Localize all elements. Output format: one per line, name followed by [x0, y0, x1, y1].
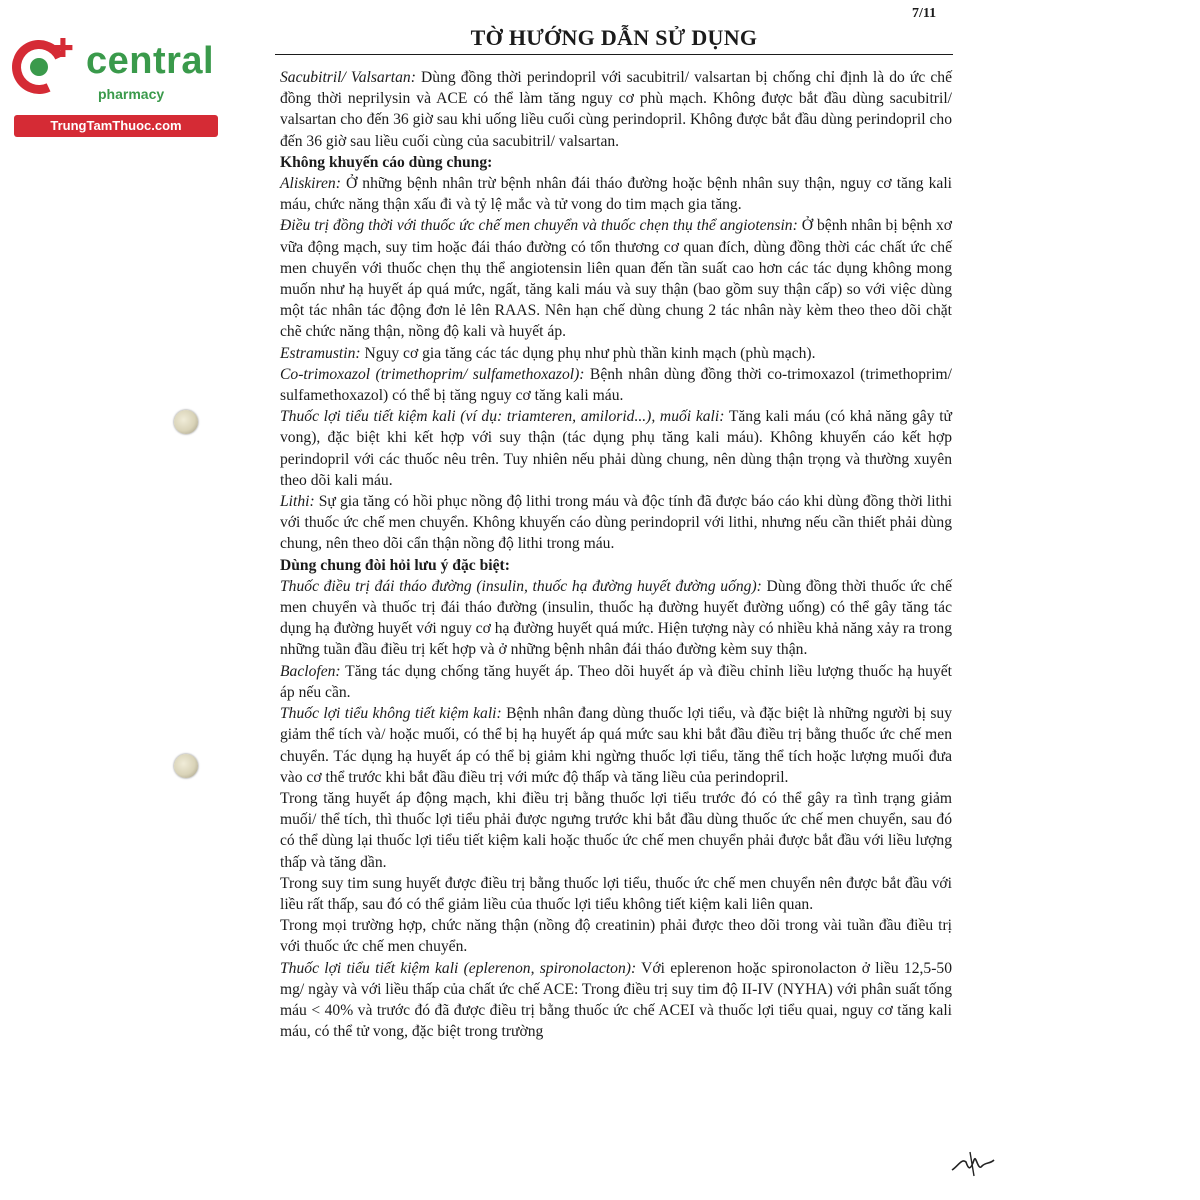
drug-name: Thuốc lợi tiểu không tiết kiệm kali:	[280, 705, 502, 723]
paragraph	[280, 215, 952, 342]
drug-name: Aliskiren:	[280, 175, 341, 193]
central-pharmacy-logo	[8, 34, 223, 138]
paragraph	[280, 576, 952, 661]
paragraph	[280, 958, 952, 1043]
paragraph: Trong mọi trường hợp, chức năng thận (nồng độ creatinin) phải được theo dõi trong vài tuần đầu điều trị với thuốc ức chế men chuyển.	[280, 917, 952, 956]
section-heading: Dùng chung đòi hỏi lưu ý đặc biệt:	[280, 556, 510, 574]
section-heading: Không khuyến cáo dùng chung:	[280, 153, 493, 171]
logo-name: central	[86, 40, 215, 82]
logo-subtitle: pharmacy	[98, 86, 165, 102]
paragraph-text: Ở những bệnh nhân trừ bệnh nhân đái tháo đường hoặc bệnh nhân suy thận, nguy cơ tăng kali máu, chức năng thận xấu đi và tỷ lệ mắc và tử vong do tim mạch gia tăng.	[280, 175, 952, 214]
paragraph-text: Tăng tác dụng chống tăng huyết áp. Theo dõi huyết áp và điều chỉnh liều lượng thuốc hạ huyết áp nếu cần.	[280, 662, 952, 701]
drug-name: Thuốc lợi tiểu tiết kiệm kali (eplerenon, spironolacton):	[280, 959, 637, 977]
drug-name: Thuốc điều trị đái tháo đường (insulin, thuốc hạ đường huyết đường uống):	[280, 577, 762, 595]
paragraph-text: Tăng kali máu (có khả năng gây tử vong), đặc biệt khi kết hợp với suy thận (tác dụng phụ tăng kali máu). Không khuyến cáo kết hợp perindopril với các thuốc nêu trên. Tuy nhiên nếu phải dùng chung, nên dùng thận trọng và thường xuyên theo dõi kali máu.	[280, 408, 952, 489]
paragraph	[280, 661, 952, 703]
drug-name: Điều trị đồng thời với thuốc ức chế men chuyển và thuốc chẹn thụ thể angiotensin:	[280, 217, 798, 235]
signature-mark	[950, 1148, 996, 1178]
paragraph-text: Bệnh nhân dùng đồng thời co-trimoxazol (trimethoprim/ sulfamethoxazol) có thể bị tăng nguy cơ tăng kali máu.	[280, 365, 952, 405]
paragraph-text: Dùng đồng thời thuốc ức chế men chuyển và thuốc trị đái tháo đường (insulin, thuốc hạ đường huyết đường uống) có thể gây tăng tác dụng hạ đường huyết với nguy cơ hạ đường huyết quá mức. Hiện tượng này có nhiều khả năng xảy ra trong những tuần đầu điều trị kết hợp và ở những bệnh nhân đái tháo đường kèm suy thận.	[280, 577, 952, 659]
title-divider	[275, 54, 953, 55]
paragraph	[280, 703, 952, 788]
drug-name: Baclofen:	[280, 662, 341, 680]
drug-name: Co-trimoxazol (trimethoprim/ sulfamethoxazol):	[280, 365, 585, 383]
paragraph-text: Bệnh nhân đang dùng thuốc lợi tiểu, và đặc biệt là những người bị suy giảm thể tích và/ hoặc muối, có thể bị hạ huyết áp quá mức sau khi bắt đầu điều trị bằng thuốc ức chế men chuyển. Tác dụng hạ huyết áp có thể bị giảm khi ngừng thuốc lợi tiểu, tăng thể tích hoặc lượng muối đưa vào cơ thể trước khi bắt đầu điều trị với mức độ thấp và tăng liều của perindopril.	[280, 705, 952, 786]
paragraph	[280, 343, 952, 364]
paragraph-text: Ở bệnh nhân bị bệnh xơ vữa động mạch, suy tim hoặc đái tháo đường có tổn thương cơ quan đích, dùng đồng thời các chất ức chế men chuyển với thuốc chẹn thụ thể angiotensin liên quan đến tần suất cao hơn các tác dụng không mong muốn như hạ huyết áp quá mức, ngất, tăng kali máu và suy thận (bao gồm suy thận cấp) so với việc dùng một tác nhân tác động đơn lẻ lên RAAS. Nên hạn chế dùng chung 2 tác nhân này kèm theo theo dõi chặt chẽ chức năng thận, nồng độ kali và huyết áp.	[280, 217, 952, 341]
paragraph	[280, 173, 952, 215]
drug-name: Estramustin:	[280, 344, 361, 362]
punch-hole	[174, 410, 198, 434]
paragraph-text: Sự gia tăng có hồi phục nồng độ lithi trong máu và độc tính đã được báo cáo khi dùng đồng thời lithi với thuốc ức chế men chuyển. Không khuyến cáo dùng perindopril với lithi, nhưng nếu cần thiết phải dùng chung, nên theo dõi cẩn thận nồng độ lithi trong máu.	[280, 493, 952, 553]
document-body	[280, 67, 952, 1042]
logo-dot	[30, 58, 48, 76]
paragraph: Trong tăng huyết áp động mạch, khi điều trị bằng thuốc lợi tiểu trước đó có thể gây ra tình trạng giảm muối/ thể tích, thì thuốc lợi tiểu phải được ngưng trước khi bắt đầu dùng thuốc ức chế men chuyển, sau đó có thể dùng lại thuốc lợi tiểu tiết kiệm kali hoặc thuốc ức chế men chuyển phải được bắt đầu với liều lượng thấp và tăng dần.	[280, 789, 952, 871]
drug-name: Lithi:	[280, 493, 315, 511]
paragraph	[280, 67, 952, 152]
plus-icon: ✚	[52, 34, 74, 64]
paragraph-text: Với eplerenon hoặc spironolacton ở liều 12,5-50 mg/ ngày và với liều thấp của chất ức chế ACE: Trong điều trị suy tim độ II-IV (NYHA) với phân suất tống máu < 40% và trước đó đã được điều trị bằng thuốc ức chế ACEI và thuốc lợi tiểu quai, nguy cơ tăng kali máu, có thể tử vong, đặc biệt trong trường	[280, 959, 952, 1041]
paragraph	[280, 364, 952, 406]
drug-name: Sacubitril/ Valsartan:	[280, 69, 416, 86]
paragraph-text: Nguy cơ gia tăng các tác dụng phụ như phù thần kinh mạch (phù mạch).	[360, 344, 816, 362]
page-number: 7/11	[912, 6, 937, 21]
drug-name: Thuốc lợi tiểu tiết kiệm kali (ví dụ: triamteren, amilorid...), muối kali:	[280, 408, 725, 426]
page-title: TỜ HƯỚNG DẪN SỬ DỤNG	[470, 25, 758, 50]
logo-website: TrungTamThuoc.com	[14, 115, 218, 137]
paragraph: Trong suy tim sung huyết được điều trị bằng thuốc lợi tiểu, thuốc ức chế men chuyển nên được bắt đầu với liều rất thấp, sau đó có thể giảm liều của thuốc lợi tiểu không tiết kiệm kali liên quan.	[280, 874, 952, 913]
paragraph-text: Dùng đồng thời perindopril với sacubitril/ valsartan bị chống chỉ định là do ức chế đồng thời neprilysin và ACE có thể làm tăng nguy cơ phù mạch. Không được bắt đầu dùng sacubitril/ valsartan cho đến 36 giờ sau khi uống liều cuối cùng perindopril. Không được bắt đầu dùng perindopril cho đến 36 giờ sau liều cuối cùng của sacubitril/ valsartan.	[280, 69, 953, 150]
paragraph	[280, 491, 952, 555]
paragraph	[280, 406, 952, 491]
punch-hole	[174, 754, 198, 778]
